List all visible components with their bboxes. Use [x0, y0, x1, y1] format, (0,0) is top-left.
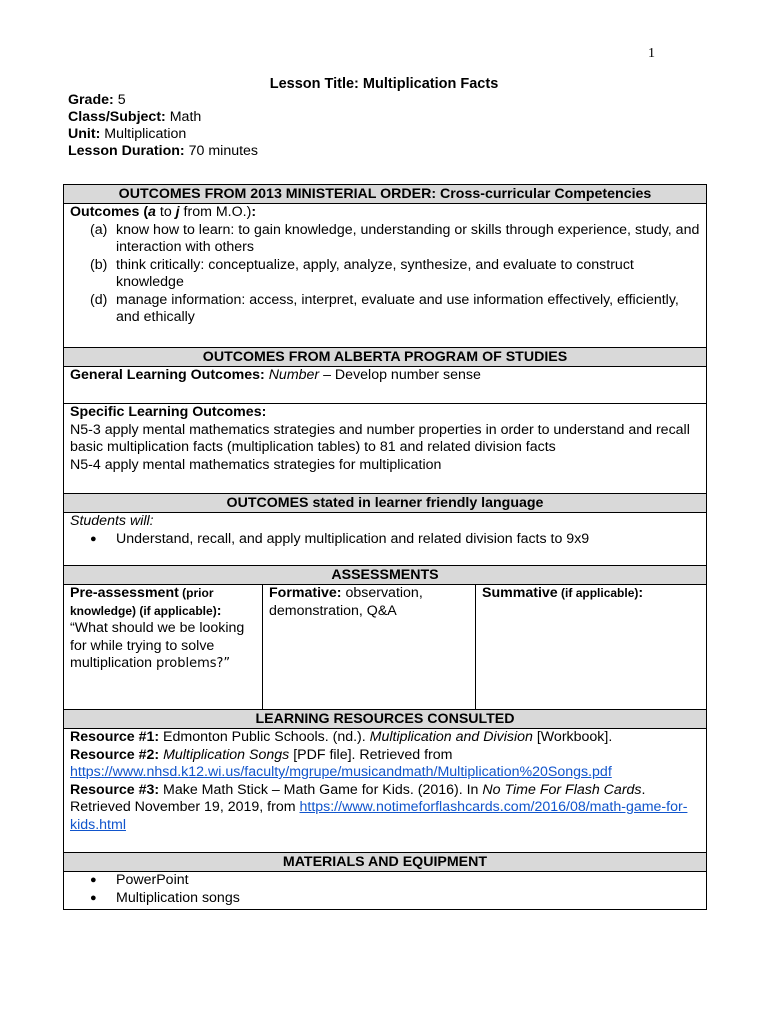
unit-line — [68, 126, 258, 143]
assessments-header: ASSESSMENTS — [64, 566, 707, 585]
pre-assessment-question: “What should we be looking for while trying to solve multiplication — [70, 620, 245, 671]
grade-line — [68, 92, 258, 109]
resource-3-retrieved: Retrieved November 19, 2019, from — [70, 799, 300, 815]
materials-cell — [64, 872, 707, 910]
list-item: (d) manage information: access, interpret, evaluate and use information effectively, efficiently, and ethically — [90, 291, 679, 325]
materials-header: MATERIALS AND EQUIPMENT — [64, 853, 707, 872]
alberta-header: OUTCOMES FROM ALBERTA PROGRAM OF STUDIES — [64, 348, 707, 367]
list-item: (b) think critically: conceptualize, apply, analyze, synthesize, and evaluate to construct knowledge — [90, 256, 634, 290]
specific-outcome-n5-4: N5-4 apply mental mathematics strategies for multiplication — [70, 456, 442, 473]
resource-1: Resource #1: Edmonton Public Schools. (nd.). Multiplication and Division [Workbook]. — [70, 729, 613, 745]
subject-label: Class/Subject: — [68, 109, 166, 125]
friendly-list — [70, 531, 700, 549]
bullet-icon: ● — [90, 532, 97, 545]
resources-cell — [64, 729, 707, 853]
lesson-meta — [68, 92, 258, 160]
duration-line — [68, 143, 258, 160]
lesson-title: Lesson Title: Multiplication Facts — [269, 76, 499, 92]
lesson-plan-table — [63, 184, 707, 910]
resource-3: Resource #3: Make Math Stick – Math Game for Kids. (2016). In No Time For Flash Cards. — [70, 781, 646, 798]
bullet-icon: ● — [90, 874, 97, 886]
resources-header: LEARNING RESOURCES CONSULTED — [64, 710, 707, 729]
general-outcomes-text: – Develop number sense — [319, 367, 481, 383]
duration-label: Lesson Duration: — [68, 143, 185, 159]
unit-value: Multiplication — [104, 126, 187, 142]
formative-cell: Formative: observation, demonstration, Q&A — [263, 585, 476, 710]
resource-3-link[interactable]: https://www.notimeforflashcards.com/2016/08/math-game-for-kids.html — [70, 799, 688, 833]
page-number: 1 — [648, 46, 655, 61]
bullet-icon: ● — [90, 891, 97, 904]
ministerial-outcomes-cell — [64, 204, 707, 348]
general-outcomes-topic: Number — [268, 367, 320, 383]
list-item: ● Multiplication songs — [70, 890, 700, 908]
subject-line — [68, 109, 258, 126]
specific-outcomes-cell — [64, 404, 707, 494]
duration-value: 70 minutes — [188, 143, 259, 159]
materials-list — [70, 872, 700, 907]
list-item: ● Understand, recall, and apply multiplication and related division facts to 9x9 — [70, 531, 700, 549]
ministerial-outcomes-list — [70, 222, 700, 327]
pre-assessment-cell: Pre-assessment (prior knowledge) (if applicable): “What should we be looking for while trying to solve multiplication problems?” — [64, 585, 263, 710]
resource-2: Resource #2: Multiplication Songs [PDF file]. Retrieved from — [70, 746, 453, 763]
friendly-cell — [64, 513, 707, 566]
list-item: (a) know how to learn: to gain knowledge, understanding or skills through experience, study, and interaction with others — [90, 221, 700, 255]
students-will-label: Students will: — [70, 513, 154, 529]
subject-value: Math — [169, 109, 202, 125]
friendly-header: OUTCOMES stated in learner friendly language — [64, 494, 707, 513]
grade-label: Grade: — [68, 92, 114, 108]
summative-cell: Summative (if applicable): — [476, 585, 707, 710]
list-item: ● PowerPoint — [70, 872, 700, 890]
specific-outcomes-label: Specific Learning Outcomes: — [70, 404, 267, 420]
grade-value: 5 — [117, 92, 126, 108]
unit-label: Unit: — [68, 126, 101, 142]
outcomes-label: Outcomes (a to j from M.O.): — [70, 204, 257, 220]
resource-2-link[interactable]: https://www.nhsd.k12.wi.us/faculty/mgrupe/musicandmath/Multiplication%20Songs.pdf — [70, 764, 612, 780]
ministerial-header: OUTCOMES FROM 2013 MINISTERIAL ORDER: Cross-curricular Competencies — [64, 185, 707, 204]
general-outcomes-label: General Learning Outcomes: — [70, 367, 265, 383]
specific-outcome-n5-3: N5-3 apply mental mathematics strategies and number properties in order to understand and recall basic multiplication facts (multiplication tables) to 81 and related division facts — [70, 421, 690, 455]
general-outcomes-cell — [64, 367, 707, 404]
